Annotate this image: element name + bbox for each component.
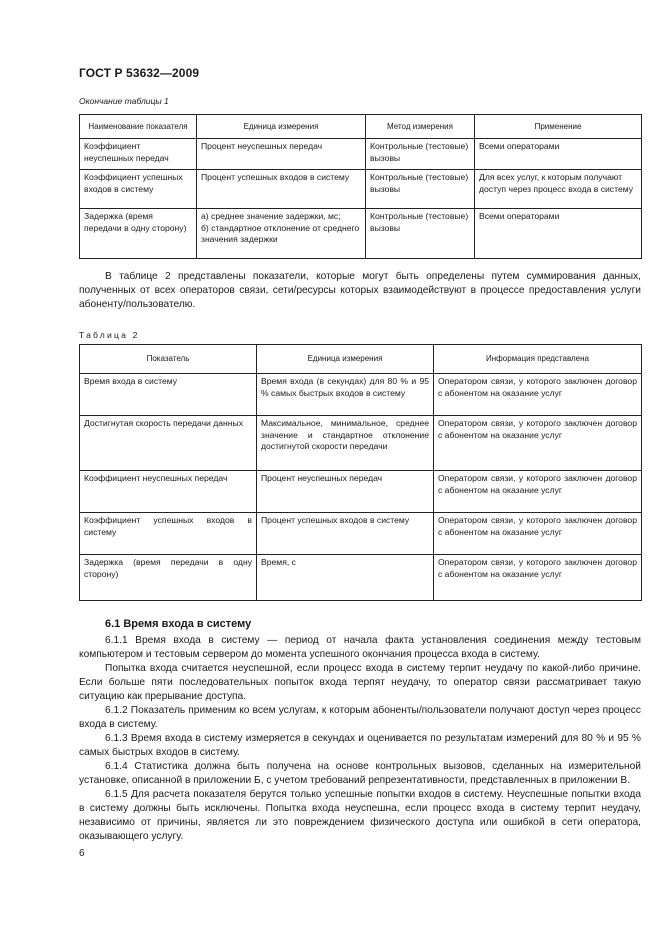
section-title: 6.1 Время входа в систему bbox=[105, 618, 252, 630]
table1-header-cell: Единица измерения bbox=[197, 115, 366, 139]
table-cell: Оператором связи, у которого заключен договор с абонентом на оказание услуг bbox=[434, 555, 642, 601]
table-cell: Коэффициент неуспешных передач bbox=[80, 139, 197, 170]
table-row bbox=[80, 170, 642, 209]
table-row bbox=[80, 209, 642, 259]
table-cell: Процент успешных входов в систему bbox=[257, 513, 434, 555]
table2-caption: Таблица 2 bbox=[79, 330, 140, 340]
table-1 bbox=[79, 114, 642, 259]
table-cell: Коэффициент неуспешных передач bbox=[80, 471, 257, 513]
table-cell: Оператором связи, у которого заключен договор с абонентом на оказание услуг bbox=[434, 416, 642, 471]
table-row bbox=[80, 555, 642, 601]
table2-header-row bbox=[80, 345, 642, 374]
table-cell: Всеми операторами bbox=[475, 209, 642, 259]
table1-header-row bbox=[80, 115, 642, 139]
table2-header-cell: Информация представлена bbox=[434, 345, 642, 374]
table1-header-cell: Применение bbox=[475, 115, 642, 139]
table-cell: Коэффициент успешных входов в систему bbox=[80, 513, 257, 555]
paragraph: 6.1.3 Время входа в систему измеряется в секундах и оценивается по результатам измерений для 80 % и 95 % самых быстрых входов в систему. bbox=[79, 733, 641, 758]
paragraph: 6.1.2 Показатель применим ко всем услугам, к которым абоненты/пользователи получают доступ через процесс входа в систему. bbox=[79, 705, 641, 730]
table-cell: Достигнутая скорость передачи данных bbox=[80, 416, 257, 471]
table-cell: Коэффициент успешных входов в систему bbox=[80, 170, 197, 209]
table-row bbox=[80, 416, 642, 471]
table-cell: Контрольные (тестовые) вызовы bbox=[366, 209, 475, 259]
table-cell: Процент неуспешных передач bbox=[257, 471, 434, 513]
table-cell: Оператором связи, у которого заключен договор с абонентом на оказание услуг bbox=[434, 471, 642, 513]
paragraph: 6.1.4 Статистика должна быть получена на основе контрольных вызовов, сделанных на измерительной установке, описанной в приложении Б, с учетом требований репрезентативности, представленных в приложении В. bbox=[79, 761, 641, 786]
table-cell: Для всех услуг, к которым получают доступ через процесс входа в систему bbox=[475, 170, 642, 209]
table-cell: Задержка (время передачи в одну сторону) bbox=[80, 209, 197, 259]
intro-paragraph: В таблице 2 представлены показатели, которые могут быть определены путем суммирования данных, полученных от всех операторов связи, сети/ресурсы которых взаимодействуют в процессе предоставления услуги абоненту/пользователю. bbox=[79, 271, 641, 310]
table-cell: Оператором связи, у которого заключен договор с абонентом на оказание услуг bbox=[434, 513, 642, 555]
table1-header-cell: Наименование показателя bbox=[80, 115, 197, 139]
table-cell: а) среднее значение задержки, мс; б) стандартное отклонение от среднего значения задержки bbox=[197, 209, 366, 259]
table-2 bbox=[79, 344, 642, 601]
table-row bbox=[80, 374, 642, 416]
table-row bbox=[80, 139, 642, 170]
table2-header-cell: Показатель bbox=[80, 345, 257, 374]
table1-header-cell: Метод измерения bbox=[366, 115, 475, 139]
section-body bbox=[79, 634, 641, 844]
page-number: 6 bbox=[79, 848, 85, 859]
table-cell: Контрольные (тестовые) вызовы bbox=[366, 170, 475, 209]
table-cell: Время входа в систему bbox=[80, 374, 257, 416]
paragraph: 6.1.1 Время входа в систему — период от начала факта установления соединения между тестовым компьютером и тестовым сервером до момента успешного окончания процесса входа в систему. bbox=[79, 635, 641, 660]
document-header: ГОСТ Р 53632—2009 bbox=[79, 66, 200, 80]
table-row bbox=[80, 513, 642, 555]
table-cell: Задержка (время передачи в одну сторону) bbox=[80, 555, 257, 601]
table-row bbox=[80, 471, 642, 513]
paragraph: Попытка входа считается неуспешной, если процесс входа в систему терпит неудачу по какой-либо причине. Если больше пяти последовательных попыток входа терпят неудачу, то оператор связи рассматривает такую ситуацию как прерывание доступа. bbox=[79, 663, 641, 702]
table-cell: Время входа (в секундах) для 80 % и 95 % самых быстрых входов в систему bbox=[257, 374, 434, 416]
table-cell: Процент неуспешных передач bbox=[197, 139, 366, 170]
table-cell: Всеми операторами bbox=[475, 139, 642, 170]
table-cell: Оператором связи, у которого заключен договор с абонентом на оказание услуг bbox=[434, 374, 642, 416]
table-cell: Максимальное, минимальное, среднее значение и стандартное отклонение достигнутой скорости передачи bbox=[257, 416, 434, 471]
table-cell: Время, с bbox=[257, 555, 434, 601]
paragraph: 6.1.5 Для расчета показателя берутся только успешные попытки входов в систему. Неуспешные попытки входа в систему должны быть исключены. Попытка входа неуспешна, если процесс входа в систему терпит неудачу, независимо от причины, является ли это повреждением физического доступа или ошибкой в сети оператора, оказывающего услугу. bbox=[79, 789, 641, 842]
table-cell: Процент успешных входов в систему bbox=[197, 170, 366, 209]
table2-header-cell: Единица измерения bbox=[257, 345, 434, 374]
table1-caption: Окончание таблицы 1 bbox=[79, 96, 169, 106]
table-cell: Контрольные (тестовые) вызовы bbox=[366, 139, 475, 170]
